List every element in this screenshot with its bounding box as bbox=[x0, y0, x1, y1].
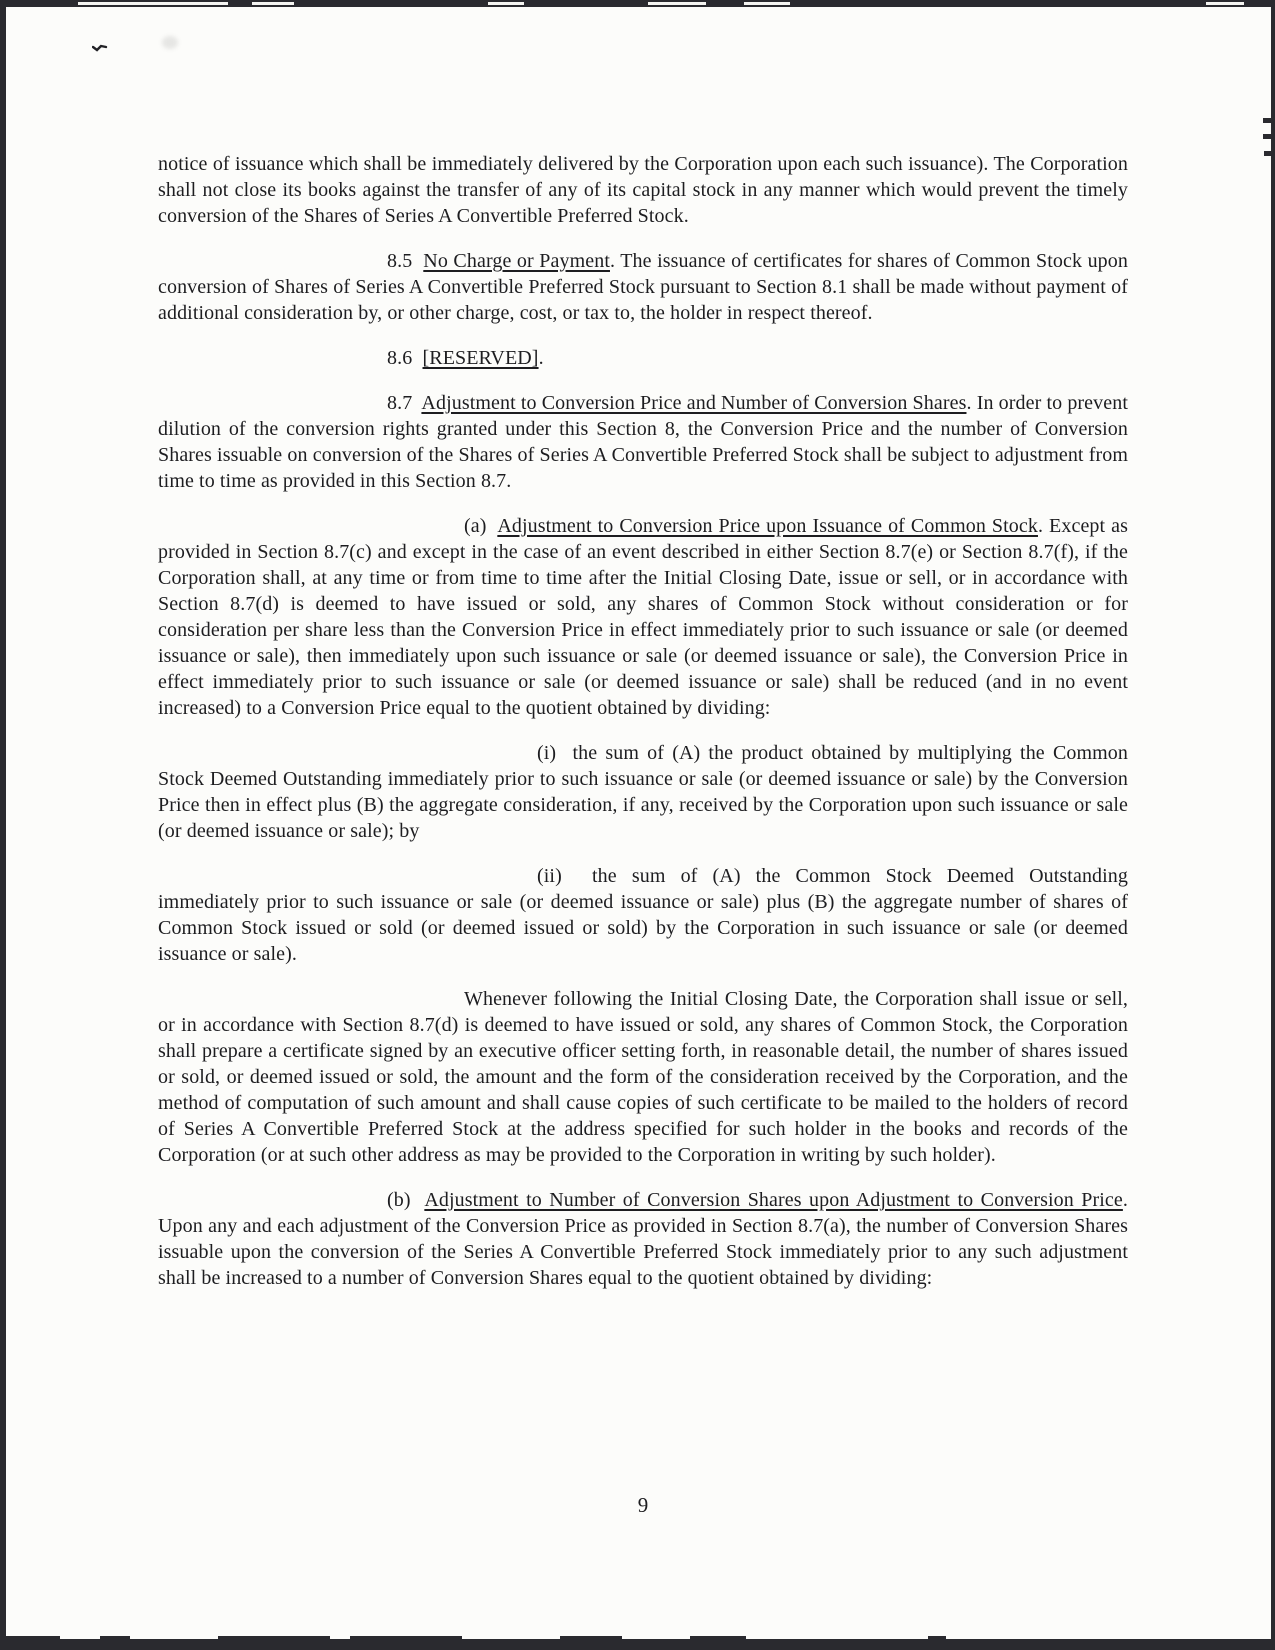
paragraph-8-6 bbox=[158, 345, 1128, 371]
text-run: 8.6 bbox=[387, 347, 423, 369]
paragraph-8-7-whenever bbox=[158, 986, 1128, 1168]
scan-speck bbox=[1263, 134, 1271, 139]
paragraph-notice-continuation bbox=[158, 151, 1128, 229]
text-run: (ii) the sum of (A) the Common Stock Deemed Outstanding immediately prior to such issuance or sale (or deemed issuance or sale) plus (B) the aggregate number of shares of Common Stock issued or sold (or deemed issued or sold) by the Corporation in such issuance or sale (or deemed issuance or sale). bbox=[158, 865, 1128, 965]
scan-speck bbox=[350, 1636, 462, 1641]
scan-artifact-right-edge bbox=[1271, 0, 1275, 1650]
text-run: . Except as provided in Section 8.7(c) and except in the case of an event described in either Section 8.7(e) or Section 8.7(f), if the Corporation shall, at any time or from time to time after the Initial Closing Date, issue or sell, or in accordance with Section 8.7(d) is deemed to have issued or sold, any shares of Common Stock without consideration or for consideration per share less than the Conversion Price in effect immediately prior to such issuance or sale (or deemed issuance or sale), then immediately upon such issuance or sale (or deemed issuance or sale), the Conversion Price in effect immediately prior to such issuance or sale (or deemed issuance or sale) shall be reduced (and in no event increased) to a Conversion Price equal to the quotient obtained by dividing: bbox=[158, 515, 1129, 719]
scan-artifact-bottom-edge bbox=[0, 1639, 1275, 1650]
scan-speck bbox=[1206, 2, 1244, 5]
text-run: . Upon any and each adjustment of the Conversion Price as provided in Section 8.7(a), the number of Conversion Shares issuable upon the conversion of the Series A Convertible Preferred Stock immediately prior to any such adjustment shall be increased to a number of Conversion Shares equal to the quotient obtained by dividing: bbox=[158, 1189, 1128, 1289]
page-number: 9 bbox=[637, 1493, 649, 1517]
scan-speck bbox=[218, 1636, 330, 1641]
text-run: . The issuance of certificates for shares of Common Stock upon conversion of Shares of Series A Convertible Preferred Stock pursuant to Section 8.1 shall be made without payment of additional consideration by, or other charge, cost, or tax to, the holder in respect thereof. bbox=[158, 250, 1128, 324]
text-run: (a) bbox=[464, 515, 498, 537]
text-run: Whenever following the Initial Closing Date, the Corporation shall issue or sell, or in accordance with Section 8.7(d) is deemed to have issued or sold, any shares of Common Stock, the Corporation shall prepare a certificate signed by an executive officer setting forth, in reasonable detail, the number of shares issued or sold, or deemed issued or sold, the amount and the form of the consideration received by the Corporation, and the method of computation of such amount and shall cause copies of such certificate to be mailed to the holders of record of Series A Convertible Preferred Stock at the address specified for such holder in the books and records of the Corporation (or at such other address as may be provided to the Corporation in writing by such holder). bbox=[158, 988, 1128, 1166]
paragraph-8-7-a bbox=[158, 513, 1128, 721]
underlined-heading: Adjustment to Conversion Price and Number of Conversion Shares bbox=[421, 392, 967, 414]
document-body bbox=[158, 151, 1128, 1310]
scan-speck bbox=[928, 1636, 946, 1641]
scan-speck bbox=[488, 2, 524, 5]
text-run: . bbox=[538, 347, 544, 369]
paragraph-8-7-b bbox=[158, 1187, 1128, 1291]
pen-tick-mark bbox=[92, 40, 108, 58]
text-run: . In order to prevent dilution of the conversion rights granted under this Section 8, the Conversion Price and the number of Conversion Shares issuable on conversion of the Shares of Series A Convertible Preferred Stock shall be subject to adjustment from time to time as provided in this Section 8.7. bbox=[158, 392, 1128, 492]
text-run: (b) bbox=[387, 1189, 425, 1211]
underlined-heading: Adjustment to Conversion Price upon Issuance of Common Stock bbox=[497, 515, 1038, 537]
paragraph-8-7-a-i bbox=[158, 740, 1128, 844]
text-run: 8.7 bbox=[387, 392, 422, 414]
scan-speck bbox=[1264, 151, 1271, 156]
scan-artifact-left-edge bbox=[0, 0, 6, 1650]
underlined-heading: Adjustment to Number of Conversion Shares upon Adjustment to Conversion Price bbox=[424, 1189, 1123, 1211]
paragraph-8-5 bbox=[158, 248, 1128, 326]
underlined-heading: No Charge or Payment bbox=[423, 250, 610, 272]
scan-speck bbox=[1263, 118, 1271, 123]
scan-speck bbox=[648, 2, 706, 5]
smudge-mark bbox=[162, 36, 178, 49]
text-run: (i) the sum of (A) the product obtained by multiplying the Common Stock Deemed Outstanding immediately prior to such issuance or sale (or deemed issuance or sale) by the Conversion Price then in effect plus (B) the aggregate consideration, if any, received by the Corporation upon such issuance or sale (or deemed issuance or sale); by bbox=[158, 742, 1128, 842]
scan-speck bbox=[100, 1636, 130, 1641]
underlined-heading: [RESERVED] bbox=[422, 347, 539, 369]
paragraph-8-7 bbox=[158, 390, 1128, 494]
scan-speck bbox=[560, 1636, 622, 1641]
text-run: 8.5 bbox=[387, 250, 424, 272]
scan-speck bbox=[690, 1636, 746, 1641]
paragraph-8-7-a-ii bbox=[158, 863, 1128, 967]
scan-speck bbox=[252, 2, 294, 5]
scan-speck bbox=[744, 2, 790, 5]
scan-speck bbox=[78, 2, 228, 5]
text-run: notice of issuance which shall be immediately delivered by the Corporation upon each such issuance). The Corporation shall not close its books against the transfer of any of its capital stock in any manner which would prevent the timely conversion of the Shares of Series A Convertible Preferred Stock. bbox=[158, 153, 1128, 227]
scan-speck bbox=[4, 1636, 60, 1641]
scan-artifact-top-edge bbox=[0, 0, 1275, 7]
